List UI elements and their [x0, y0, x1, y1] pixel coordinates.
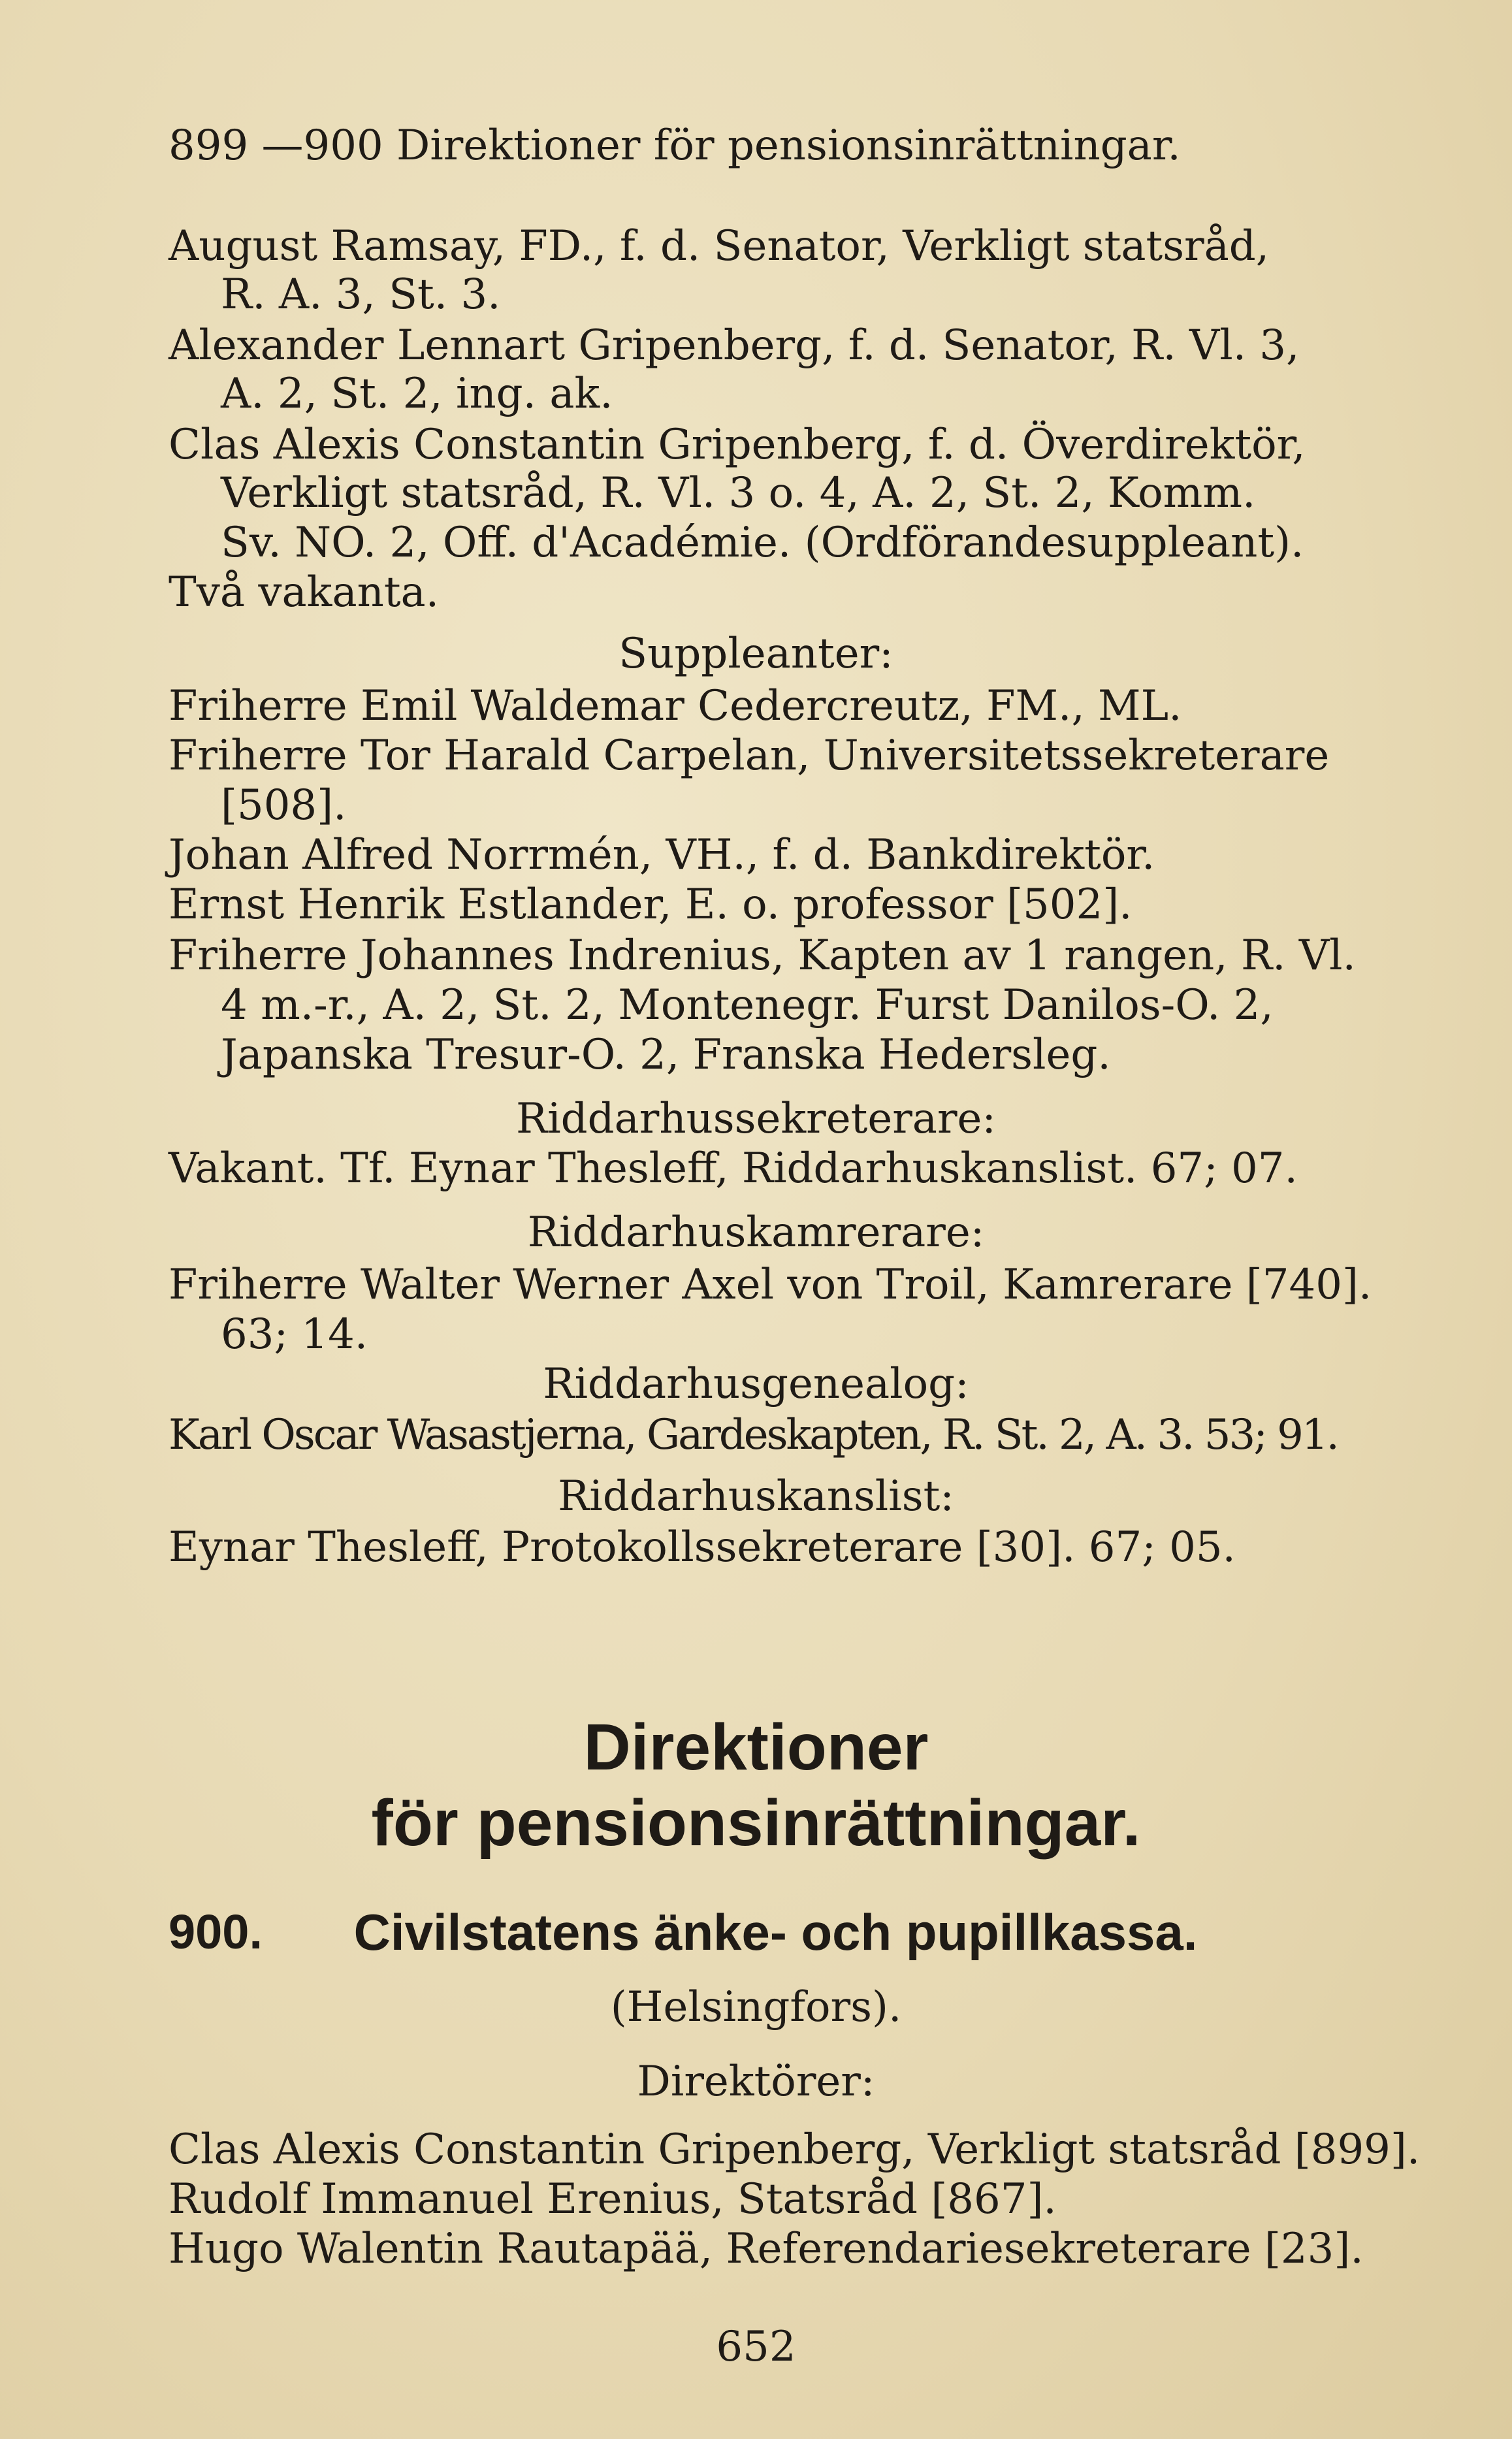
suppleant-line: Friherre Johannes Indrenius, Kapten av 1 rangen, R. Vl.	[169, 931, 1356, 980]
riddarhuskanslist-heading: Riddarhuskanslist:	[558, 1472, 954, 1521]
entry-line: Verkligt statsråd, R. Vl. 3 o. 4, A. 2, St. 2, Komm.	[221, 469, 1256, 517]
entry-line: Sv. NO. 2, Off. d'Académie. (Ordförandesuppleant).	[221, 519, 1304, 567]
entry-line: Två vakanta.	[169, 568, 440, 617]
riddarhuskanslist-line: Eynar Thesleff, Protokollssekreterare [30]. 67; 05.	[169, 1523, 1236, 1572]
entry-line: Alexander Lennart Gripenberg, f. d. Senator, R. Vl. 3,	[169, 321, 1300, 370]
direktorer-heading: Direktörer:	[637, 2058, 875, 2106]
riddarhuskamrerare-line: 63; 14.	[221, 1310, 368, 1359]
entry-line: A. 2, St. 2, ing. ak.	[221, 370, 613, 418]
riddarhusgenealog-heading: Riddarhusgenealog:	[543, 1360, 969, 1408]
riddarhussekreterare-line: Vakant. Tf. Eynar Thesleff, Riddarhuskanslist. 67; 07.	[169, 1144, 1298, 1193]
suppleant-line: Friherre Emil Waldemar Cedercreutz, FM., ML.	[169, 682, 1182, 730]
section-title-line2: för pensionsinrättningar.	[371, 1786, 1141, 1860]
suppleant-line: Ernst Henrik Estlander, E. o. professor [502].	[169, 880, 1133, 929]
running-head: 899 —900 Direktioner för pensionsinrättningar.	[169, 121, 1181, 170]
riddarhuskamrerare-line: Friherre Walter Werner Axel von Troil, Kamrerare [740].	[169, 1261, 1372, 1309]
suppleant-line: Friherre Tor Harald Carpelan, Universitetssekreterare	[169, 732, 1330, 780]
direktor-line: Clas Alexis Constantin Gripenberg, Verkligt statsråd [899].	[169, 2125, 1421, 2174]
section-place: (Helsingfors).	[610, 1983, 902, 2031]
riddarhuskamrerare-heading: Riddarhuskamrerare:	[527, 1208, 985, 1257]
page-number: 652	[716, 2323, 796, 2371]
section-name: Civilstatens änke- och pupillkassa.	[353, 1903, 1198, 1961]
suppleant-line: Johan Alfred Norrmén, VH., f. d. Bankdirektör.	[169, 831, 1155, 879]
suppleant-line: 4 m.-r., A. 2, St. 2, Montenegr. Furst Danilos-O. 2,	[221, 981, 1274, 1029]
section-number: 900.	[169, 1905, 263, 1959]
direktor-line: Rudolf Immanuel Erenius, Statsråd [867].	[169, 2175, 1057, 2223]
suppleanter-heading: Suppleanter:	[619, 630, 893, 678]
direktor-line: Hugo Walentin Rautapää, Referendariesekreterare [23].	[169, 2225, 1364, 2273]
riddarhusgenealog-line: Karl Oscar Wasastjerna, Gardeskapten, R. St. 2, A. 3. 53; 91.	[169, 1411, 1338, 1459]
entry-line: Clas Alexis Constantin Gripenberg, f. d. Överdirektör,	[169, 421, 1306, 469]
suppleant-line: Japanska Tresur-O. 2, Franska Hedersleg.	[221, 1031, 1111, 1079]
entry-line: R. A. 3, St. 3.	[221, 270, 501, 319]
section-title-line1: Direktioner	[583, 1711, 929, 1784]
riddarhussekreterare-heading: Riddarhussekreterare:	[516, 1095, 996, 1143]
suppleant-line: [508].	[221, 781, 347, 830]
entry-line: August Ramsay, FD., f. d. Senator, Verkligt statsråd,	[169, 222, 1270, 270]
